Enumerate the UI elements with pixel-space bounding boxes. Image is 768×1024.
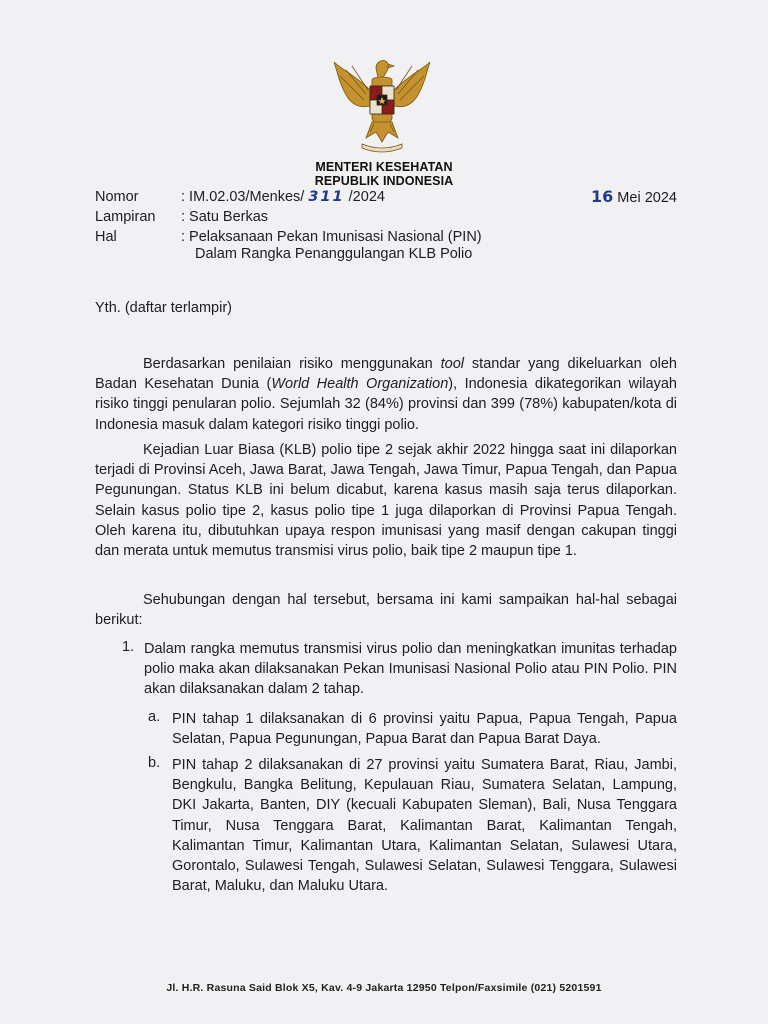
hal-value-line-1: : Pelaksanaan Pekan Imunisasi Nasional (PIN) <box>181 229 482 245</box>
paragraph-3 <box>95 590 677 630</box>
garuda-emblem-icon <box>326 46 438 158</box>
ministry-heading <box>300 160 468 188</box>
footer-address: Jl. H.R. Rasuna Said Blok X5, Kav. 4-9 Jakarta 12950 Telpon/Faxsimile (021) 5201591 <box>166 982 602 994</box>
nomor-prefix: : IM.02.03/Menkes/ <box>181 189 305 205</box>
sub-item-a: PIN tahap 1 dilaksanakan di 6 provinsi yaitu Papua, Papua Tengah, Papua Selatan, Papua Pegunungan, Papua Barat dan Papua Barat Daya. <box>172 711 677 748</box>
list-item-1-number: 1. <box>122 639 135 655</box>
p1-tool-italic: tool <box>440 356 465 372</box>
ministry-line-1: MENTERI KESEHATAN <box>315 160 453 174</box>
lampiran-label: Lampiran <box>95 209 156 225</box>
p1-text-c: ), Indonesia dikategorikan wilayah risiko tinggi penularan polio. Sejumlah 32 (84%) provinsi dan 399 (78%) kabupaten/kota di Indonesia masuk dalam kategori risiko tinggi polio. <box>95 376 677 433</box>
list-item-1: Dalam rangka memutus transmisi virus polio dan meningkatkan imunitas terhadap polio maka akan dilaksanakan Pekan Imunisasi Nasional Polio atau PIN Polio. PIN akan dilaksanakan dalam 2 tahap. <box>144 641 677 698</box>
nomor-handwritten: 311 <box>308 189 345 205</box>
p1-text-b: standar yang dikeluarkan oleh Badan Kesehatan Dunia ( <box>95 356 677 393</box>
sub-item-b: PIN tahap 2 dilaksanakan di 27 provinsi yaitu Sumatera Barat, Riau, Jambi, Bengkulu, Bangka Belitung, Kepulauan Riau, Sumatera Selatan, Lampung, DKI Jakarta, Banten, DIY (kecuali Kabupaten Sleman), Bali, Nusa Tenggara Timur, Nusa Tenggara Barat, Kalimantan Barat, Kalimantan Tengah, Kalimantan Timur, Kalimantan Utara, Kalimantan Selatan, Sulawesi Utara, Gorontalo, Sulawesi Tengah, Sulawesi Selatan, Sulawesi Tenggara, Sulawesi Barat, Maluku, dan Maluku Utara. <box>172 757 677 895</box>
lampiran-value: : Satu Berkas <box>181 209 269 225</box>
ministry-line-2: REPUBLIK INDONESIA <box>314 174 454 188</box>
paragraph-1 <box>95 354 677 435</box>
letter-date <box>591 187 677 206</box>
hal-row-2 <box>195 245 472 264</box>
salutation: Yth. (daftar terlampir) <box>95 300 232 316</box>
date-month-year: Mei 2024 <box>617 190 677 206</box>
paragraph-2 <box>95 440 677 561</box>
nomor-suffix: /2024 <box>348 189 385 205</box>
hal-value-line-2: Dalam Rangka Penanggulangan KLB Polio <box>195 246 473 262</box>
sub-item-a-letter: a. <box>148 709 161 725</box>
p1-who-italic: World Health Organization <box>271 376 449 393</box>
date-handwritten-day: 16 <box>591 187 614 206</box>
nomor-label: Nomor <box>95 189 139 205</box>
hal-label: Hal <box>95 229 117 245</box>
sub-item-b-letter: b. <box>148 755 161 771</box>
nomor-row <box>95 188 385 207</box>
p3-text: Sehubungan dengan hal tersebut, bersama ini kami sampaikan hal-hal sebagai berikut: <box>95 592 677 629</box>
lampiran-row <box>95 208 268 227</box>
p1-text-a: Berdasarkan penilaian risiko menggunakan <box>143 356 441 372</box>
p2-text: Kejadian Luar Biasa (KLB) polio tipe 2 sejak akhir 2022 hingga saat ini dilaporkan terjadi di Provinsi Aceh, Jawa Barat, Jawa Tengah, Jawa Timur, Papua Tengah, dan Papua Pegunungan. Status KLB ini belum dicabut, karena kasus masih saja terus dilaporkan. Selain kasus polio tipe 2, kasus polio tipe 1 juga dilaporkan di Provinsi Papua Tengah. Oleh karena itu, dibutuhkan upaya respon imunisasi yang masif dengan cakupan tinggi dan merata untuk memutus transmisi virus polio, baik tipe 2 maupun tipe 1. <box>95 442 677 560</box>
